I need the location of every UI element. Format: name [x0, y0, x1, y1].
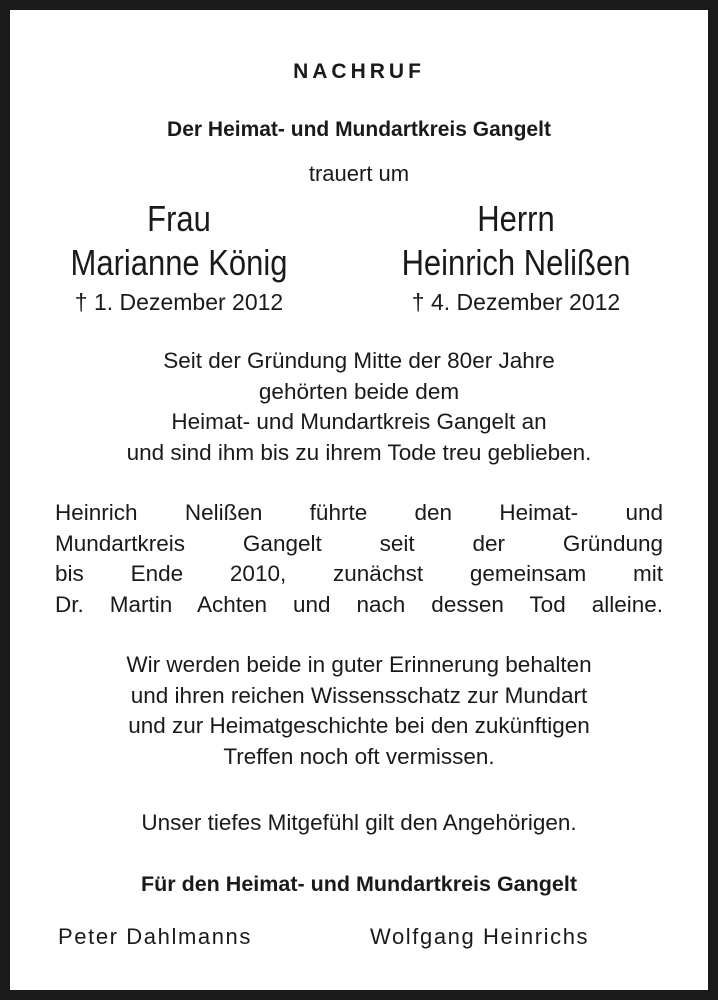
obituary-notice	[10, 10, 708, 990]
text-line: bis Ende 2010, zunächst gemeinsam mit	[55, 561, 663, 586]
signatory-name: Wolfgang Heinrichs	[370, 924, 590, 949]
text-line: und sind ihm bis zu ihrem Tode treu geblieben.	[126, 439, 592, 465]
signatory-name: Peter Dahlmanns	[58, 924, 252, 949]
text-line: gehörten beide dem	[258, 378, 460, 404]
text-line: Heimat- und Mundartkreis Gangelt an	[171, 409, 547, 434]
deceased-name: Heinrich Nelißen	[401, 242, 631, 283]
deceased-name: Marianne König	[70, 242, 288, 283]
text-line: und ihren reichen Wissensschatz zur Mundart	[130, 682, 588, 708]
text-line: Mundartkreis Gangelt seit der Gründung	[55, 530, 663, 556]
deceased-death-date: † 4. Dezember 2012	[411, 289, 621, 315]
deceased-salutation: Herrn	[477, 198, 555, 239]
text-line: Unser tiefes Mitgefühl gilt den Angehörigen.	[141, 810, 577, 835]
mourns-line: trauert um	[308, 161, 410, 186]
text-line: Dr. Martin Achten und nach dessen Tod alleine.	[55, 591, 663, 617]
text-line: und zur Heimatgeschichte bei den zukünftigen	[128, 713, 590, 738]
paragraph-remembrance	[10, 650, 708, 772]
paragraph-leadership	[55, 498, 663, 620]
text-line: Treffen noch oft vermissen.	[223, 743, 495, 769]
footer-organization: Für den Heimat- und Mundartkreis Gangelt	[140, 872, 577, 896]
organization-heading: Der Heimat- und Mundartkreis Gangelt	[167, 118, 551, 141]
notice-title: NACHRUF	[293, 60, 425, 83]
paragraph-membership	[10, 346, 708, 468]
text-line: Wir werden beide in guter Erinnerung behalten	[126, 652, 592, 677]
deceased-salutation: Frau	[147, 198, 211, 239]
text-line: Heinrich Nelißen führte den Heimat- und	[55, 500, 663, 525]
paragraph-condolence	[10, 808, 708, 839]
text-line: Seit der Gründung Mitte der 80er Jahre	[163, 348, 555, 373]
deceased-death-date: † 1. Dezember 2012	[74, 289, 284, 315]
